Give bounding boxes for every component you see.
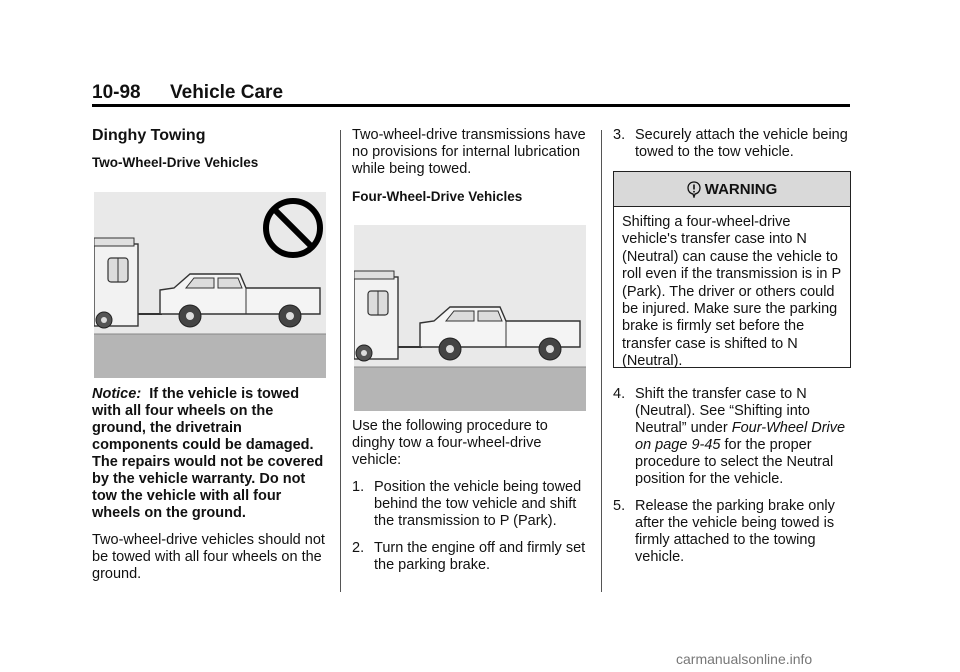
step-4-reference-link[interactable]: Four-Wheel Drive on page 9-45 (635, 420, 846, 453)
section-title: Vehicle Care (170, 82, 284, 103)
warning-header (614, 172, 850, 207)
warning-icon (687, 181, 701, 198)
two-wheel-drive-towing-figure (94, 192, 326, 378)
column-divider-2 (601, 130, 602, 592)
column-3 (613, 127, 851, 161)
column-2-lower (352, 418, 590, 574)
step-1-text: Position the vehicle being towed behind the tow vehicle and shift the transmission to P (Park). (374, 479, 582, 529)
intro-paragraph: Two-wheel-drive transmissions have no provisions for internal lubrication while being towed. (352, 127, 586, 177)
warning-title: WARNING (704, 180, 778, 198)
procedure-intro: Use the following procedure to dinghy tow a four-wheel-drive vehicle: (352, 418, 548, 468)
step-4-number: 4. (613, 386, 626, 402)
notice-text: If the vehicle is towed with all four wheels on the ground, the drivetrain components could be damaged. The repairs would not be covered by the vehicle warranty. Do not tow the vehicle with all four wheels on the ground. (92, 386, 324, 521)
step-5-text: Release the parking brake only after the vehicle being towed is firmly attached to the towing vehicle. (635, 498, 835, 565)
four-wheel-drive-towing-figure (354, 225, 586, 411)
step-3 (613, 127, 851, 161)
step-4-text-b: for the proper procedure to select the Neutral position for the vehicle. (635, 437, 834, 487)
step-2-text: Turn the engine off and firmly set the parking brake. (374, 540, 586, 573)
column-1 (92, 127, 328, 171)
header-rule (92, 104, 850, 107)
section-heading: Dinghy Towing (92, 127, 206, 144)
step-4 (613, 386, 851, 488)
page-header (92, 82, 850, 106)
step-4-text-a: Shift the transfer case to N (Neutral). See “Shifting into Neutral” under (635, 386, 810, 436)
step-2 (352, 540, 590, 574)
body-paragraph: Two-wheel-drive vehicles should not be towed with all four wheels on the ground. (92, 532, 325, 582)
column-divider-1 (340, 130, 341, 592)
column-3-lower (613, 386, 851, 566)
column-1-lower (92, 386, 328, 583)
subheading-four-wheel: Four-Wheel-Drive Vehicles (352, 189, 523, 204)
step-3-text: Securely attach the vehicle being towed to the tow vehicle. (635, 127, 848, 160)
step-3-number: 3. (613, 127, 626, 143)
column-2 (352, 127, 590, 205)
step-1 (352, 479, 590, 530)
subheading-two-wheel: Two-Wheel-Drive Vehicles (92, 155, 259, 170)
step-1-number: 1. (352, 479, 365, 495)
page-number: 10-98 (92, 82, 141, 103)
warning-box (613, 171, 851, 368)
step-5 (613, 498, 851, 566)
watermark: carmanualsonline.info (676, 651, 813, 667)
notice-label: Notice: (92, 386, 142, 402)
notice-paragraph (92, 386, 328, 522)
step-2-number: 2. (352, 540, 365, 556)
step-5-number: 5. (613, 498, 626, 514)
warning-text: Shifting a four-wheel-drive vehicle's transfer case into N (Neutral) can cause the vehicle to roll even if the transmission is in P (Park). The driver or others could be injured. Make sure the parking brake is firmly set before the transfer case is shifted to N (Neutral). (622, 214, 841, 370)
